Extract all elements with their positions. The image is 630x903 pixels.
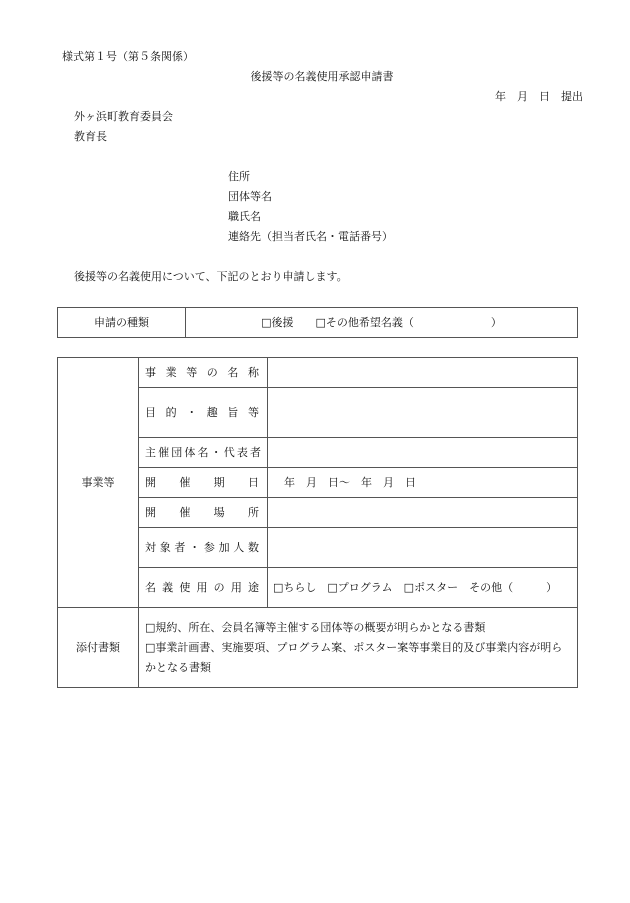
attachments-list <box>139 608 578 688</box>
application-type-label: 申請の種類 <box>58 308 186 338</box>
row-value-organizer[interactable] <box>268 438 578 468</box>
row-value-venue[interactable] <box>268 498 578 528</box>
submission-date: 年 月 日 提出 <box>495 90 583 103</box>
applicant-position-label: 職氏名 <box>228 210 261 223</box>
application-type-table <box>57 307 578 338</box>
row-label-name: 事業等の名称 <box>139 358 268 388</box>
row-label-venue: 開催場所 <box>139 498 268 528</box>
row-value-participants[interactable] <box>268 528 578 568</box>
row-label-organizer: 主催団体名・代表者 <box>139 438 268 468</box>
applicant-group-label: 団体等名 <box>228 190 272 203</box>
intro-text: 後援等の名義使用について、下記のとおり申請します。 <box>74 270 348 283</box>
addressee-person: 教育長 <box>74 130 107 143</box>
addressee-org: 外ヶ浜町教育委員会 <box>74 110 173 123</box>
row-value-purpose[interactable] <box>268 388 578 438</box>
form-number: 様式第１号（第５条関係） <box>62 50 194 63</box>
application-type-options[interactable]: □後援 □その他希望名義（ ） <box>186 308 578 338</box>
document-title: 後援等の名義使用承認申請書 <box>250 70 394 83</box>
row-label-usage: 名義使用の用途 <box>139 568 268 608</box>
row-value-usage[interactable]: □ちらし □プログラム □ポスター その他（ ） <box>268 568 578 608</box>
attachment-item[interactable]: □規約、所在、会員名簿等主催する団体等の概要が明らかとなる書類 <box>145 620 486 634</box>
project-section-label: 事業等 <box>58 358 139 608</box>
applicant-address-label: 住所 <box>228 170 250 183</box>
row-value-date[interactable]: 年 月 日～ 年 月 日 <box>268 468 578 498</box>
attachment-item[interactable]: □事業計画書、実施要項、プログラム案、ポスター案等事業目的及び事業内容が明らかとなる書類 <box>145 640 563 674</box>
row-value-name[interactable] <box>268 358 578 388</box>
project-table <box>57 357 578 688</box>
row-label-participants: 対象者・参加人数 <box>139 528 268 568</box>
attachments-label: 添付書類 <box>58 608 139 688</box>
applicant-contact-label: 連絡先（担当者氏名・電話番号） <box>228 230 393 243</box>
row-label-purpose: 目的・趣旨等 <box>139 388 268 438</box>
row-label-date: 開催期日 <box>139 468 268 498</box>
